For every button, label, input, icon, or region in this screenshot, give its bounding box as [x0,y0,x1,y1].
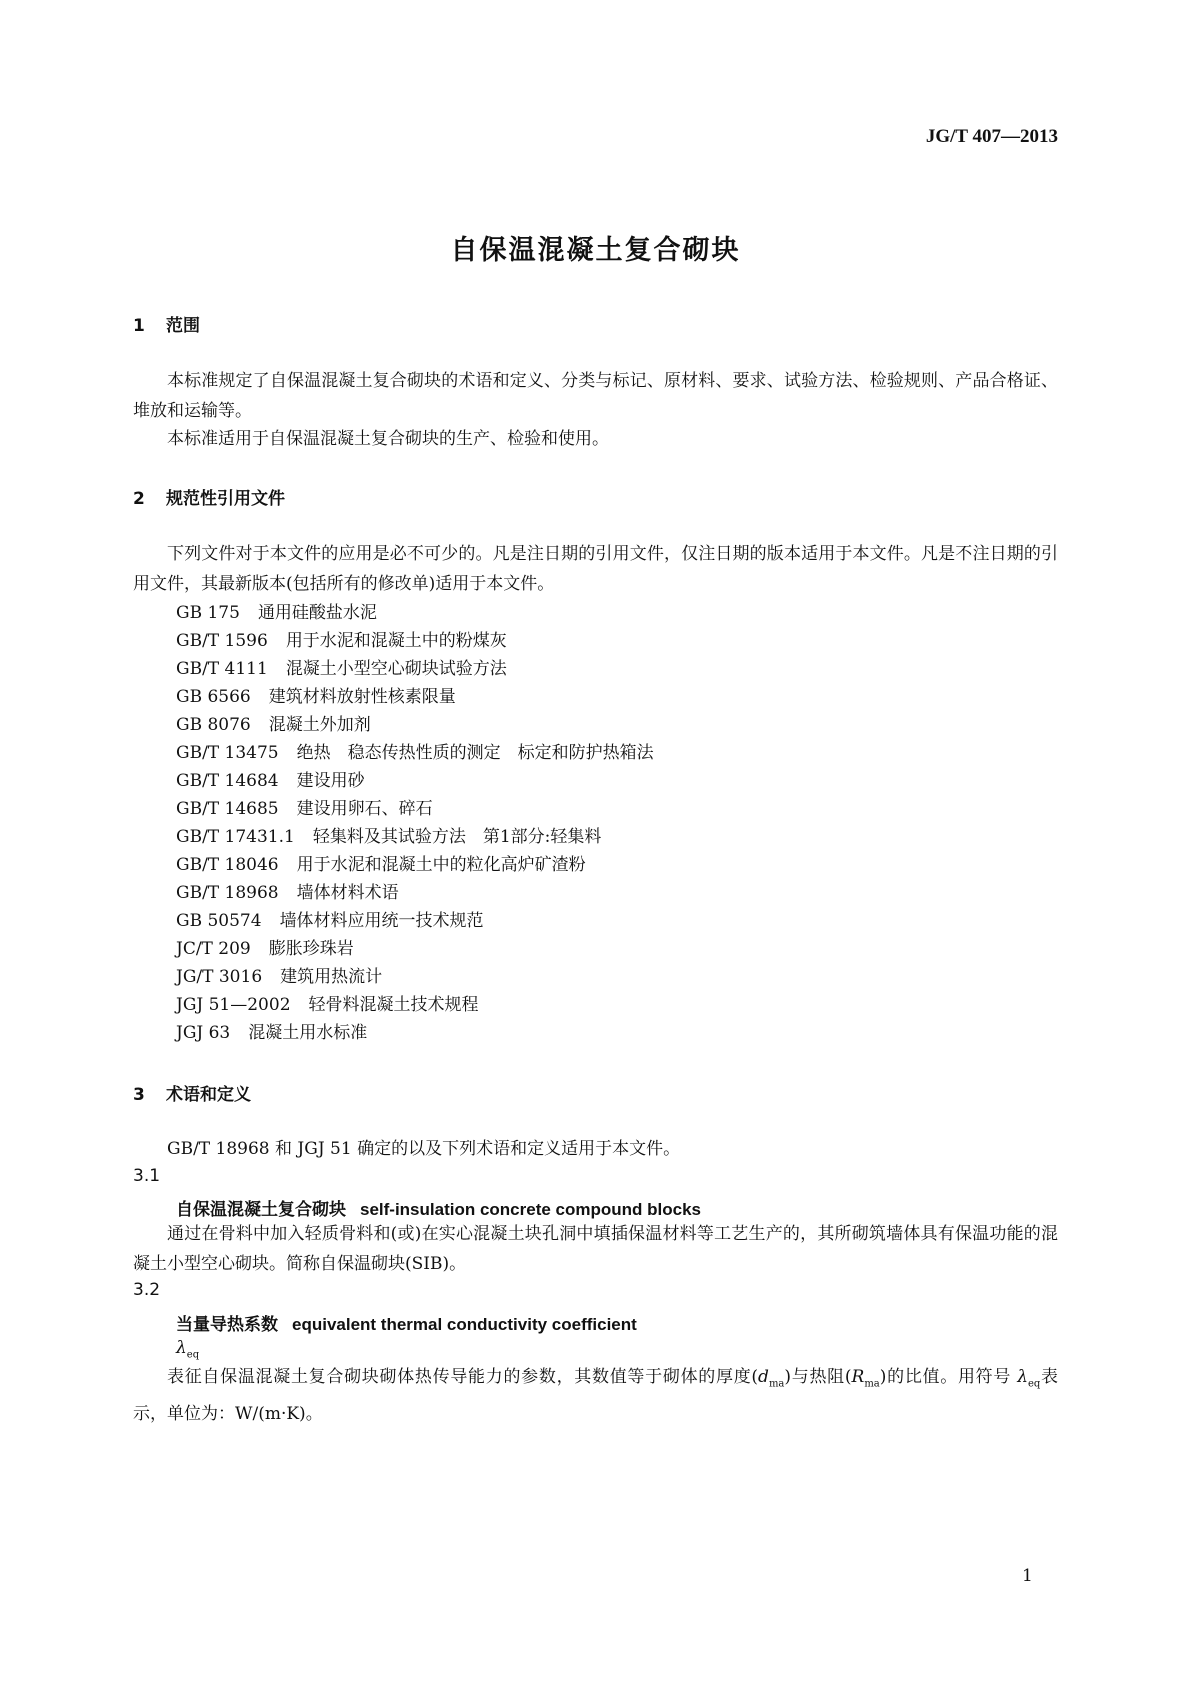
symbol-lambda: λ [176,1338,187,1358]
reference-title: 混凝土用水标准 [248,1023,368,1043]
reference-title: 膨胀珍珠岩 [268,939,354,959]
section-number: 3 [133,1085,145,1105]
section-2-intro: 下列文件对于本文件的应用是必不可少的。凡是注日期的引用文件，仅注日期的版本适用于本文件。凡是不注日期的引用文件，其最新版本(包括所有的修改单)适用于本文件。 [133,544,1058,594]
section-heading-2 [133,484,285,509]
definition-part: 表示，单位为：W/(m·K)。 [133,1367,1059,1425]
reference-item [176,906,484,931]
document-title: 自保温混凝土复合砌块 [450,235,741,266]
term-heading [176,1310,637,1335]
reference-item [176,990,479,1015]
term-en: equivalent thermal conductivity coefficient [292,1315,637,1334]
reference-title: 轻骨料混凝土技术规程 [308,995,479,1015]
reference-code: GB/T 18968 [176,883,279,903]
section-heading-1 [133,311,200,336]
term-definition: 通过在骨料中加入轻质骨料和(或)在实心混凝土块孔洞中填插保温材料等工艺生产的，其所砌筑墙体具有保温功能的混凝土小型空心砌块。简称自保温砌块(SIB)。 [133,1224,1058,1274]
reference-title: 混凝土外加剂 [268,715,371,735]
reference-item [176,654,507,679]
section-title: 术语和定义 [166,1085,251,1105]
reference-item [176,738,654,763]
symbol-lambda-inline: λ [1017,1367,1028,1387]
reference-title: 绝热 稳态传热性质的测定 标定和防护热箱法 [296,743,654,763]
term-en: self-insulation concrete compound blocks [360,1200,701,1219]
reference-code: JG/T 3016 [176,967,263,987]
definition-part: )的比值。用符号 [879,1367,1018,1387]
reference-code: GB/T 17431.1 [176,827,295,847]
reference-item [176,850,586,875]
reference-title: 混凝土小型空心砌块试验方法 [285,659,507,679]
standard-code: JG/T 407—2013 [925,126,1058,147]
reference-title: 轻集料及其试验方法 第1部分:轻集料 [312,827,602,847]
thickness-symbol: d [758,1367,769,1387]
section-title: 规范性引用文件 [166,489,285,509]
reference-title: 建设用卵石、碎石 [296,799,433,819]
section-1-paragraph-1: 本标准规定了自保温混凝土复合砌块的术语和定义、分类与标记、原材料、要求、试验方法、检验规则、产品合格证、堆放和运输等。 [133,371,1058,421]
reference-code: GB/T 14685 [176,799,279,819]
reference-title: 用于水泥和混凝土中的粉煤灰 [285,631,507,651]
term-zh: 自保温混凝土复合砌块 [176,1200,346,1220]
reference-code: JC/T 209 [176,939,251,959]
term-heading [176,1195,701,1220]
symbol-subscript: eq [186,1349,200,1361]
reference-item [176,766,365,791]
reference-item [176,934,354,959]
term-definition [133,1362,1058,1429]
reference-title: 通用硅酸盐水泥 [257,603,377,623]
reference-item [176,878,399,903]
section-number: 1 [133,316,145,336]
reference-code: GB 50574 [176,911,262,931]
reference-title: 建筑用热流计 [280,967,383,987]
reference-item [176,598,377,623]
reference-title: 墙体材料应用统一技术规范 [279,911,484,931]
reference-item [176,710,371,735]
term-number: 3.1 [133,1166,161,1186]
resistance-subscript: ma [864,1378,880,1390]
reference-code: GB 175 [176,603,240,623]
reference-code: JGJ 63 [176,1023,231,1043]
section-number: 2 [133,489,145,509]
reference-code: GB/T 13475 [176,743,279,763]
reference-title: 建设用砂 [296,771,365,791]
reference-code: GB 6566 [176,687,251,707]
definition-part: )与热阻( [784,1367,852,1387]
reference-code: GB/T 1596 [176,631,268,651]
thickness-subscript: ma [768,1378,785,1390]
reference-code: GB/T 14684 [176,771,279,791]
reference-code: GB 8076 [176,715,251,735]
reference-item [176,794,433,819]
section-heading-3 [133,1080,251,1105]
reference-code: GB/T 18046 [176,855,279,875]
definition-part: 表征自保温混凝土复合砌块砌体热传导能力的参数，其数值等于砌体的厚度( [167,1367,759,1387]
reference-code: GB/T 4111 [176,659,268,679]
section-title: 范围 [166,316,200,336]
reference-item [176,962,382,987]
term-symbol [176,1338,199,1360]
reference-item [176,626,507,651]
reference-item [176,1018,367,1043]
reference-item [176,822,601,847]
reference-title: 建筑材料放射性核素限量 [268,687,456,707]
reference-title: 墙体材料术语 [296,883,399,903]
reference-item [176,682,456,707]
section-1-paragraph-2: 本标准适用于自保温混凝土复合砌块的生产、检验和使用。 [167,429,609,449]
reference-code: JGJ 51—2002 [176,995,291,1015]
page-number: 1 [1022,1566,1033,1586]
reference-title: 用于水泥和混凝土中的粒化高炉矿渣粉 [296,855,586,875]
term-zh: 当量导热系数 [176,1315,278,1335]
section-3-intro: GB/T 18968 和 JGJ 51 确定的以及下列术语和定义适用于本文件。 [167,1139,681,1159]
term-number: 3.2 [133,1280,161,1300]
resistance-symbol: R [851,1367,865,1387]
symbol-subscript-inline: eq [1027,1378,1041,1390]
